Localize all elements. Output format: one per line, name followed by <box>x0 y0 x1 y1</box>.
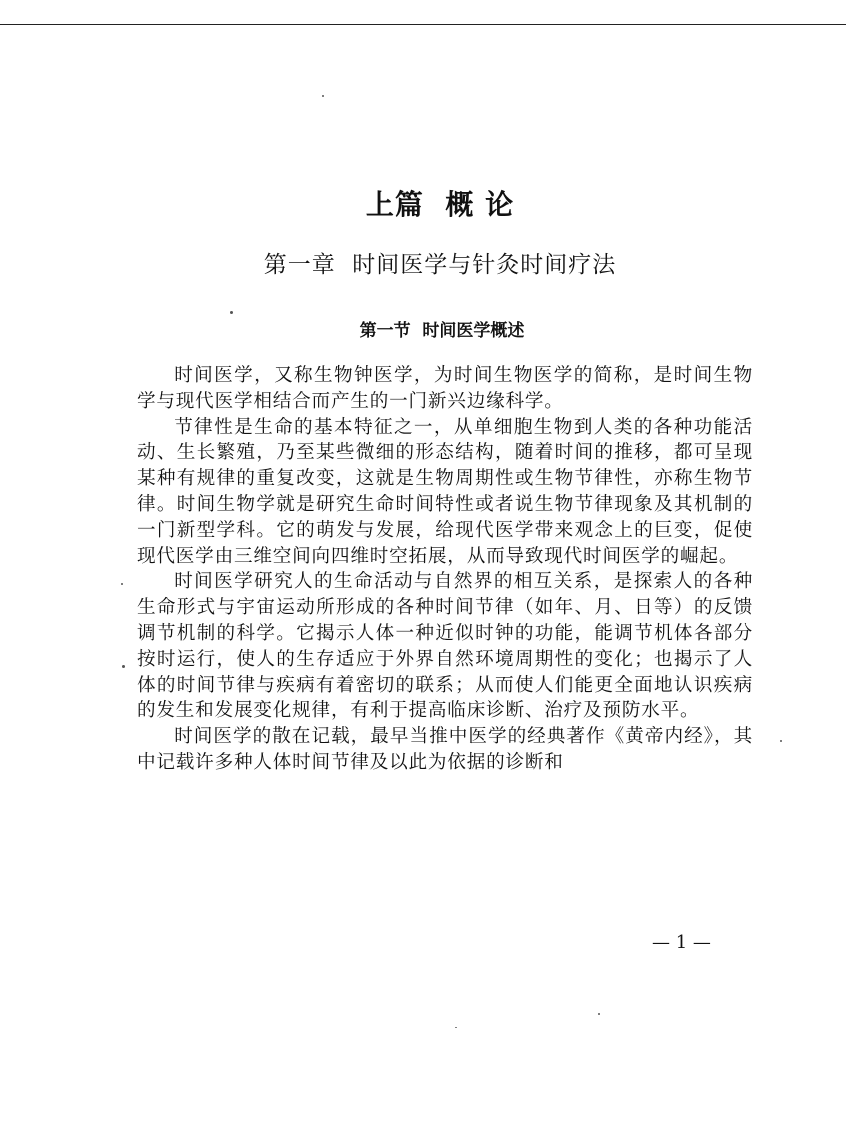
section-title: 第一节 时间医学概述 <box>359 321 525 341</box>
scan-speck <box>780 740 782 742</box>
header-rule <box>0 24 846 25</box>
scan-speck <box>455 1027 457 1028</box>
chapter-title: 第一章 时间医学与针灸时间疗法 <box>263 252 617 278</box>
scan-speck <box>122 665 125 668</box>
paragraph: 节律性是生命的基本特征之一，从单细胞生物到人类的各种功能活动、生长繁殖，乃至某些微细的形态结构，随着时间的推移，都可呈现某种有规律的重复改变，这就是生物周期性或生物节律性，亦称生物节律。时间生物学就是研究生命时间特性或者说生物节律现象及其机制的一门新型学科。它的萌发与发展，给现代医学带来观念上的巨变，促使现代医学由三维空间向四维时空拓展，从而导致现代时间医学的崛起。 <box>137 416 753 567</box>
page-number: — 1 — <box>652 932 711 953</box>
scan-speck <box>322 95 324 97</box>
body-text <box>137 363 753 776</box>
scan-speck <box>230 311 233 314</box>
scan-speck <box>598 1013 600 1015</box>
paragraph: 时间医学的散在记载，最早当推中医学的经典著作《黄帝内经》，其中记载许多种人体时间节律及以此为依据的诊断和 <box>137 726 753 773</box>
paragraph: 时间医学，又称生物钟医学，为时间生物医学的简称，是时间生物学与现代医学相结合而产生的一门新兴边缘科学。 <box>137 365 753 412</box>
paragraph: 时间医学研究人的生命活动与自然界的相互关系，是探索人的各种生命形式与宇宙运动所形成的各种时间节律（如年、月、日等）的反馈调节机制的科学。它揭示人体一种近似时钟的功能，能调节机体各部分按时运行，使人的生存适应于外界自然环境周期性的变化；也揭示了人体的时间节律与疾病有着密切的联系；从而使人们能更全面地认识疾病的发生和发展变化规律，有利于提高临床诊断、治疗及预防水平。 <box>137 571 753 722</box>
part-title: 上篇 概 论 <box>365 188 515 221</box>
scan-speck <box>121 583 123 585</box>
